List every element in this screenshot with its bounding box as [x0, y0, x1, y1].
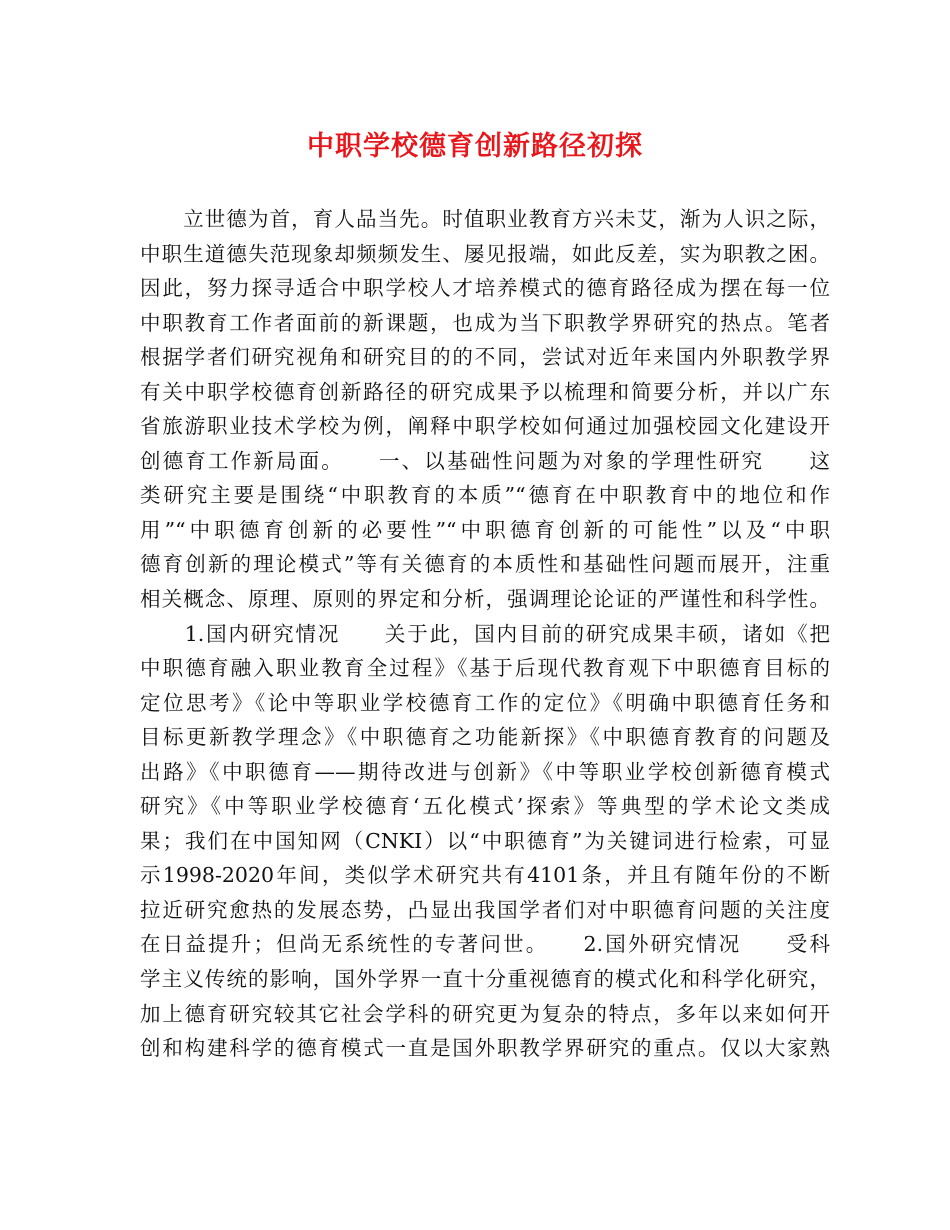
body-line: 1.国内研究情况 关于此，国内目前的研究成果丰硕，诸如《把 — [140, 621, 830, 646]
body-line: 有关中职学校德育创新路径的研究成果予以梳理和简要分析，并以广东 — [140, 379, 830, 404]
body-line: 果；我们在中国知网（CNKI）以“中职德育”为关键词进行检索，可显 — [140, 828, 830, 853]
body-line: 立世德为首，育人品当先。时值职业教育方兴未艾，渐为人识之际， — [140, 207, 830, 231]
body-line: 中职生道德失范现象却频频发生、屡见报端，如此反差，实为职教之困。 — [140, 241, 830, 266]
body-line: 用”“中职德育创新的必要性”“中职德育创新的可能性”以及“中职 — [140, 517, 830, 542]
body-line: 相关概念、原理、原则的界定和分析，强调理论论证的严谨性和科学性。 — [140, 587, 830, 612]
body-line: 示1998-2020年间，类似学术研究共有4101条，并且有随年份的不断 — [140, 863, 830, 888]
body-line: 因此，努力探寻适合中职学校人才培养模式的德育路径成为摆在每一位 — [140, 276, 830, 301]
body-line: 类研究主要是围绕“中职教育的本质”“德育在中职教育中的地位和作 — [140, 483, 830, 508]
body-line: 学主义传统的影响，国外学界一直十分重视德育的模式化和科学化研究， — [140, 967, 830, 992]
body-line: 创和构建科学的德育模式一直是国外职教学界研究的重点。仅以大家熟 — [140, 1036, 830, 1061]
document-title: 中职学校德育创新路径初探 — [307, 131, 643, 162]
body-line: 德育创新的理论模式”等有关德育的本质性和基础性问题而展开，注重 — [140, 552, 830, 577]
body-line: 加上德育研究较其它社会学科的研究更为复杂的特点，多年以来如何开 — [140, 1001, 830, 1026]
body-line: 根据学者们研究视角和研究目的的不同，尝试对近年来国内外职教学界 — [140, 345, 830, 370]
body-line: 创德育工作新局面。 一、以基础性问题为对象的学理性研究 这 — [140, 448, 830, 473]
body-line: 中职德育融入职业教育全过程》《基于后现代教育观下中职德育目标的 — [140, 656, 830, 681]
body-line: 定位思考》《论中等职业学校德育工作的定位》《明确中职德育任务和 — [140, 690, 830, 715]
body-line: 研究》《中等职业学校德育‘五化模式’探索》等典型的学术论文类成 — [140, 794, 830, 819]
body-line: 在日益提升；但尚无系统性的专著问世。 2.国外研究情况 受科 — [140, 932, 830, 957]
document-body — [140, 202, 830, 1066]
body-line: 中职教育工作者面前的新课题，也成为当下职教学界研究的热点。笔者 — [140, 310, 830, 335]
body-line: 出路》《中职德育——期待改进与创新》《中等职业学校创新德育模式 — [140, 759, 830, 784]
body-line: 省旅游职业技术学校为例，阐释中职学校如何通过加强校园文化建设开 — [140, 414, 830, 439]
body-line: 目标更新教学理念》《中职德育之功能新探》《中职德育教育的问题及 — [140, 725, 830, 750]
body-line: 拉近研究愈热的发展态势，凸显出我国学者们对中职德育问题的关注度 — [140, 897, 830, 922]
